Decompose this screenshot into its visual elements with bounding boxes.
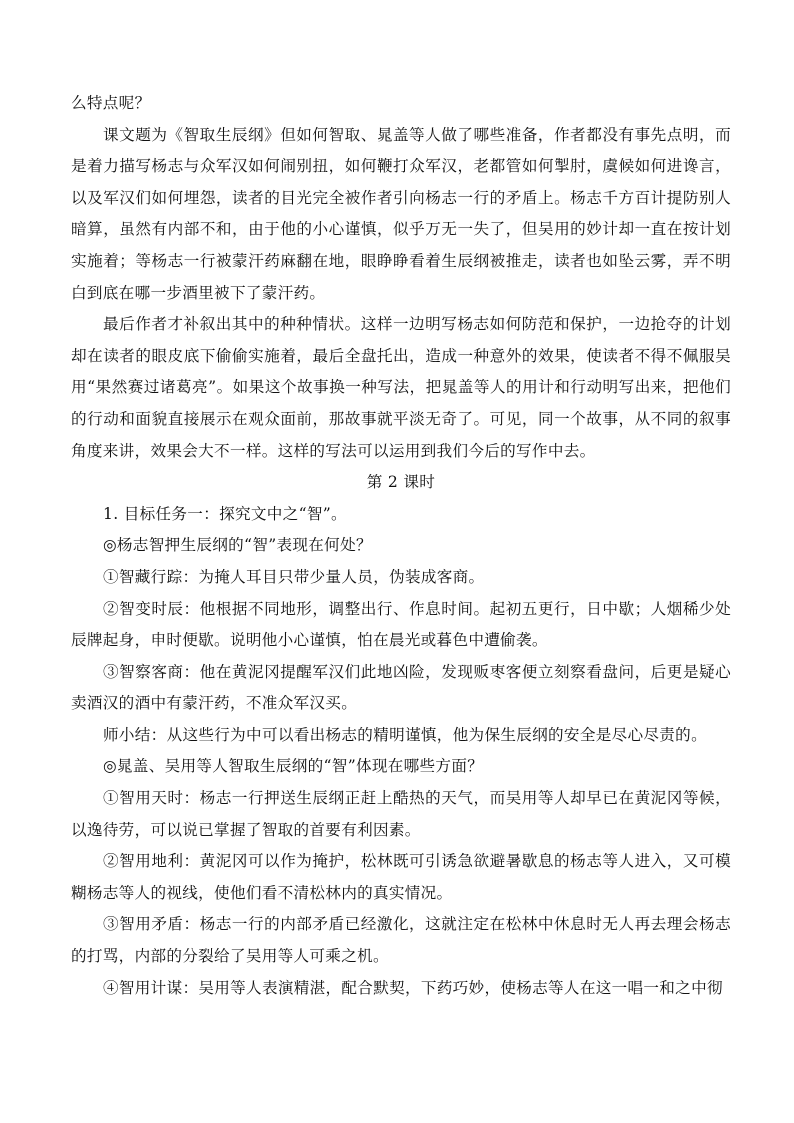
task-heading: 1. 目标任务一：探究文中之“智”。 <box>103 504 347 523</box>
point-hide-tracks: ①智藏行踪：为掩人耳目只带少量人员，伪装成客商。 <box>103 567 485 586</box>
point-use-terrain: ②智用地利：黄泥冈可以作为掩护，松林既可引诱急欲避暑歇息的杨志等人进入，又可模糊杨志等人的视线，使他们看不清松林内的真实情况。 <box>71 852 731 902</box>
lesson-heading: 第 2 课时 <box>366 473 436 492</box>
paragraph-continuation: 么特点呢？ <box>71 94 151 112</box>
question-chaogai-wuyong: ◎晁盖、吴用等人智取生辰纲的“智”体现在哪些方面？ <box>103 757 484 776</box>
point-change-time: ②智变时辰：他根据不同地形，调整出行、作息时间。起初五更行，日中歇；人烟稀少处辰牌起身，申时便歇。说明他小心谨慎，怕在晨光或暮色中遭偷袭。 <box>71 599 731 650</box>
paragraph-narrative-effect: 最后作者才补叙出其中的种种情状。这样一边明写杨志如何防范和保护，一边抢夺的计划却在读者的眼皮底下偷偷实施着，最后全盘托出，造成一种意外的效果，使读者不得不佩服吴用“果然赛过诸葛亮”。如果这个故事换一种写法，把晁盖等人的用计和行动明写出来，把他们的行动和面貌直接展示在观众面前，那故事就平淡无奇了。可见，同一个故事，从不同的叙事角度来讲，效果会大不一样。这样的写法可以运用到我们今后的写作中去。 <box>71 315 731 460</box>
paragraph-title-analysis: 课文题为《智取生辰纲》但如何智取、晁盖等人做了哪些准备，作者都没有事先点明，而是着力描写杨志与众军汉如何闹别扭，如何鞭打众军汉，老都管如何掣肘，虞候如何进谗言，以及军汉们如何埋怨，读者的目光完全被作者引向杨志一行的矛盾上。杨志千方百计提防别人暗算，虽然有内部不和，由于他的小心谨慎，似乎万无一失了，但吴用的妙计却一直在按计划实施着；等杨志一行被蒙汗药麻翻在地，眼睁睁看着生辰纲被推走，读者也如坠云雾，弄不明白到底在哪一步酒里被下了蒙汗药。 <box>71 125 731 302</box>
point-use-conflict: ③智用矛盾：杨志一行的内部矛盾已经激化，这就注定在松林中休息时无人再去理会杨志的打骂，内部的分裂给了吴用等人可乘之机。 <box>71 915 731 966</box>
point-use-strategy: ④智用计谋：吴用等人表演精湛，配合默契，下药巧妙，使杨志等人在这一唱一和之中彻 <box>103 978 723 997</box>
teacher-summary: 师小结：从这些行为中可以看出杨志的精明谨慎，他为保生辰纲的安全是尽心尽责的。 <box>103 725 707 744</box>
document-page <box>71 88 731 1004</box>
question-yangzhi: ◎杨志智押生辰纲的“智”表现在何处？ <box>103 536 372 555</box>
point-observe-merchants: ③智察客商：他在黄泥冈提醒军汉们此地凶险，发现贩枣客便立刻察看盘问，后更是疑心卖酒汉的酒中有蒙汗药，不准众军汉买。 <box>71 662 731 713</box>
point-use-weather: ①智用天时：杨志一行押送生辰纲正赶上酷热的天气，而吴用等人却早已在黄泥冈等候，以逸待劳，可以说已掌握了智取的首要有利因素。 <box>71 789 731 839</box>
